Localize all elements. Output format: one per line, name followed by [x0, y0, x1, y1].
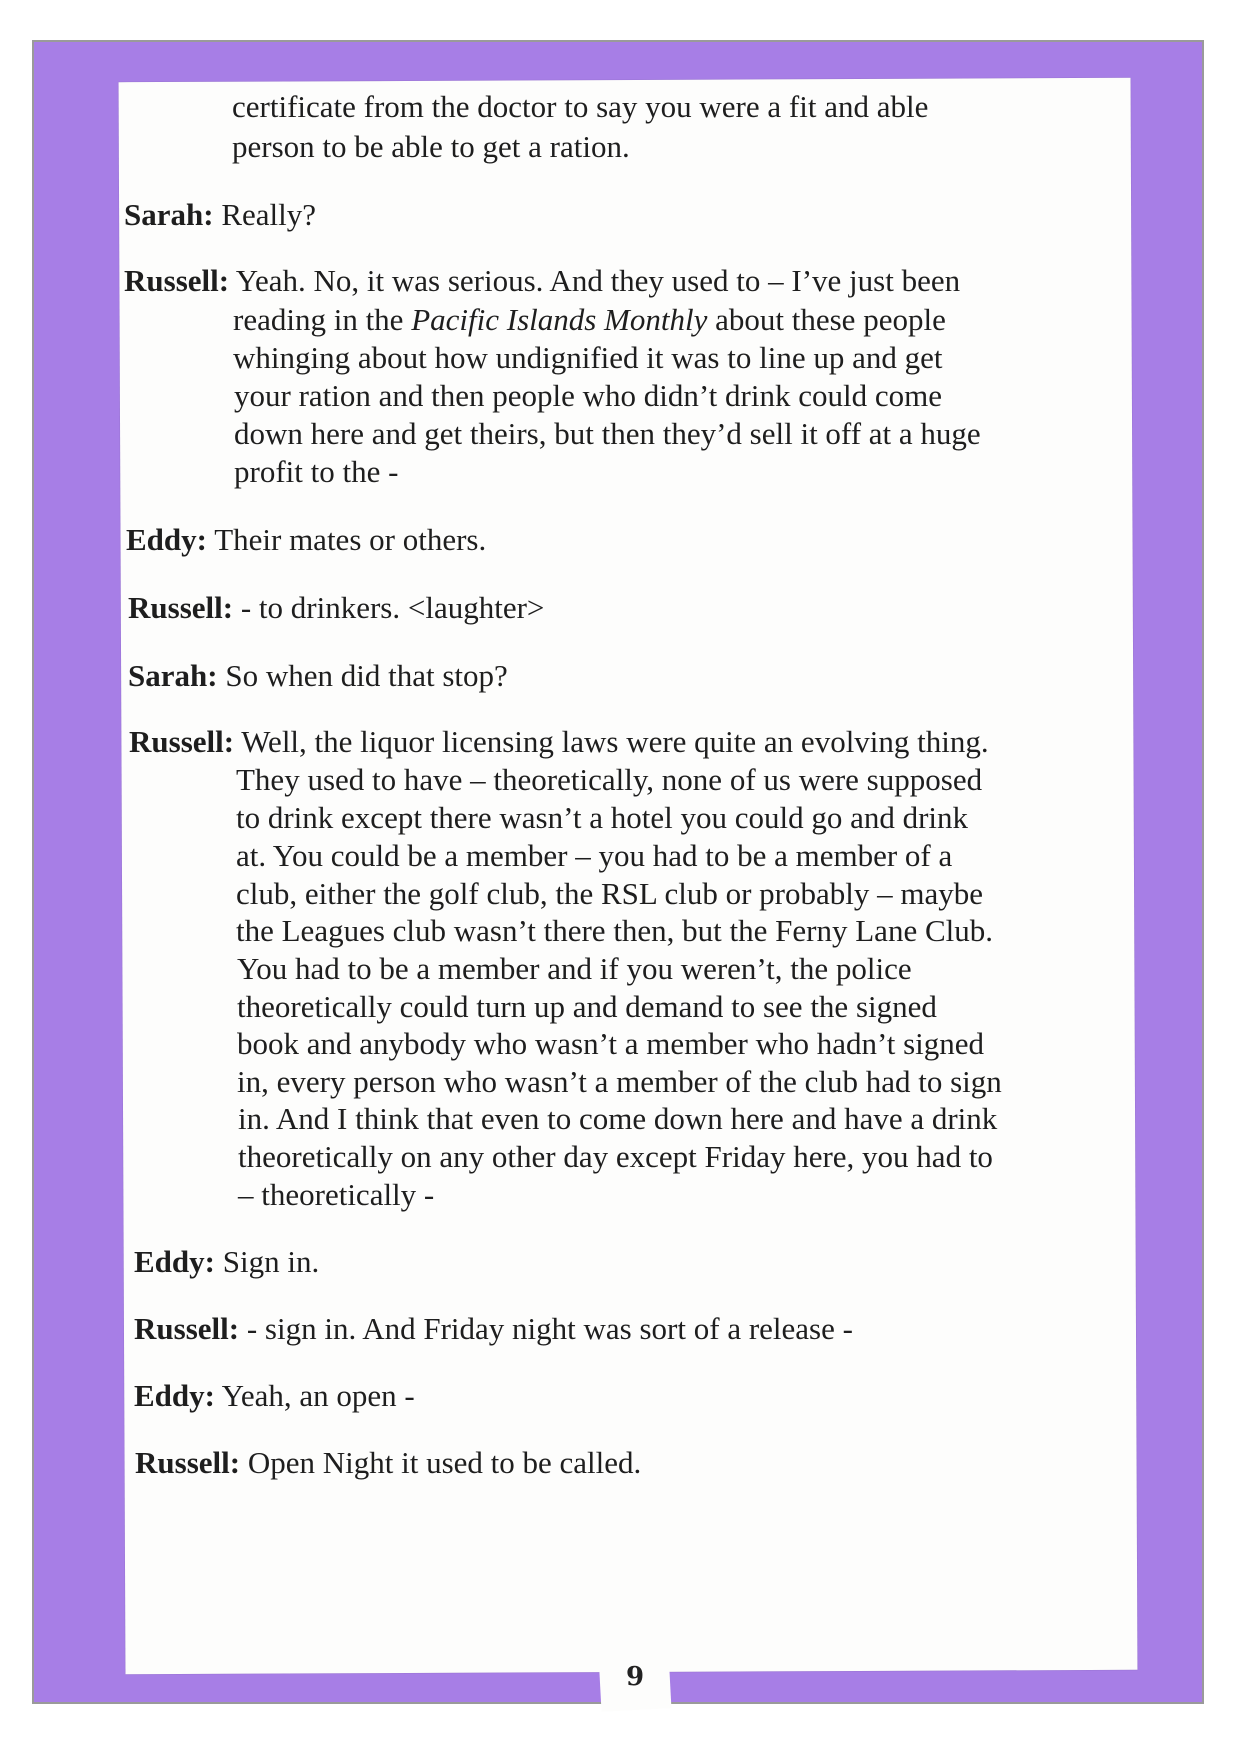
dialogue-entry	[126, 519, 486, 561]
dialogue-entry	[128, 655, 508, 697]
speaker-label: Sarah:	[128, 658, 218, 693]
page-number: 9	[625, 1662, 645, 1692]
utterance-text: Sign in.	[222, 1244, 320, 1279]
utterance-line: down here and get theirs, but then they’d sell it off at a huge	[234, 416, 981, 451]
utterance-text: Really?	[221, 197, 317, 232]
publication-title: Pacific Islands Monthly	[411, 302, 708, 337]
speaker-label: Russell:	[135, 1445, 241, 1480]
dialogue-entry	[134, 1241, 319, 1283]
utterance-line: reading in the Pacific Islands Monthly about these people	[233, 302, 946, 337]
utterance-line: at. You could be a member – you had to be a member of a	[236, 838, 953, 873]
utterance-text: So when did that stop?	[225, 658, 508, 693]
utterance-text: Yeah. No, it was serious. And they used to – I’ve just been	[235, 263, 961, 298]
speaker-label: Russell:	[128, 590, 234, 625]
utterance-text: Yeah, an open -	[221, 1378, 415, 1413]
utterance-line: You had to be a member and if you weren’t, the police	[237, 951, 912, 986]
continuation-line: certificate from the doctor to say you were a fit and able	[232, 89, 929, 124]
utterance-text: Open Night it used to be called.	[247, 1445, 642, 1480]
utterance-line: They used to have – theoretically, none of us were supposed	[236, 762, 983, 797]
speaker-label: Eddy:	[126, 522, 207, 557]
dialogue-entry	[128, 587, 544, 629]
speaker-label: Eddy:	[134, 1244, 215, 1279]
speaker-label: Russell:	[129, 724, 235, 759]
utterance-line: theoretically on any other day except Friday here, you had to	[238, 1139, 993, 1174]
dialogue-entry	[134, 1375, 415, 1417]
dialogue-entry	[129, 721, 989, 763]
dialogue-entry	[135, 1442, 641, 1484]
utterance-line: in. And I think that even to come down here and have a drink	[238, 1101, 998, 1136]
dialogue-entry	[134, 1308, 853, 1350]
speaker-label: Russell:	[124, 263, 230, 298]
utterance-line: the Leagues club wasn’t there then, but the Ferny Lane Club.	[236, 913, 993, 948]
utterance-text: Their mates or others.	[214, 522, 487, 557]
utterance-line: whinging about how undignified it was to line up and get	[233, 340, 943, 375]
utterance-line: to drink except there wasn’t a hotel you could go and drink	[236, 800, 969, 835]
dialogue-entry	[124, 260, 960, 302]
utterance-line: profit to the -	[234, 454, 399, 489]
utterance-text: - sign in. And Friday night was sort of a release -	[246, 1311, 853, 1346]
speaker-label: Eddy:	[134, 1378, 215, 1413]
utterance-line: club, either the golf club, the RSL club or probably – maybe	[236, 876, 983, 911]
utterance-text: Well, the liquor licensing laws were quite an evolving thing.	[241, 724, 989, 759]
utterance-line: in, every person who wasn’t a member of the club had to sign	[237, 1064, 1002, 1099]
dialogue-entry	[124, 194, 316, 236]
utterance-line: your ration and then people who didn’t drink could come	[234, 378, 942, 413]
utterance-line: book and anybody who wasn’t a member who hadn’t signed	[237, 1026, 985, 1061]
continuation-line: person to be able to get a ration.	[232, 129, 630, 164]
utterance-text: - to drinkers. <laughter>	[240, 590, 545, 625]
speaker-label: Russell:	[134, 1311, 240, 1346]
utterance-line: – theoretically -	[238, 1177, 435, 1212]
speaker-label: Sarah:	[124, 197, 214, 232]
utterance-line: theoretically could turn up and demand to see the signed	[237, 989, 937, 1024]
